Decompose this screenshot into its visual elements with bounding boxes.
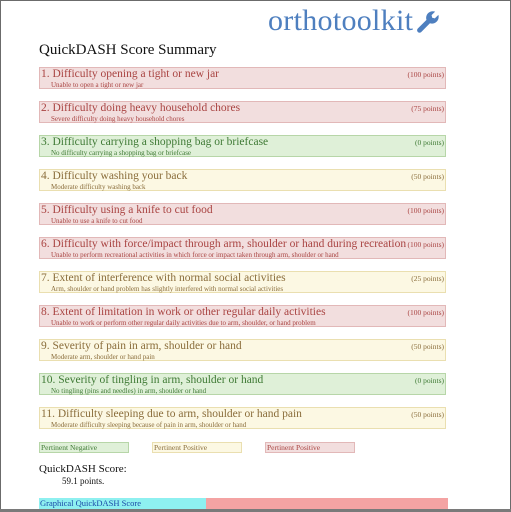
question-points: (100 points) [407, 308, 444, 317]
graphical-score-label: Graphical QuickDASH Score [40, 498, 142, 508]
question-answer: No tingling (pins and needles) in arm, shoulder or hand [51, 387, 207, 395]
question-item [39, 135, 446, 157]
question-item [39, 67, 446, 89]
question-item [39, 237, 446, 259]
question-points: (50 points) [411, 410, 444, 419]
question-points: (100 points) [407, 206, 444, 215]
summary-title: QuickDASH Score Summary [39, 42, 217, 58]
question-item [39, 169, 446, 191]
question-points: (50 points) [411, 172, 444, 181]
question-item [39, 271, 446, 293]
question-item [39, 101, 446, 123]
question-points: (0 points) [415, 138, 444, 147]
logo-text: orthotoolkit [268, 4, 414, 37]
question-answer: Unable to perform recreational activities in which force or impact taken through arm, shoulder or hand [51, 251, 339, 259]
question-points: (100 points) [407, 240, 444, 249]
question-points: (100 points) [407, 70, 444, 79]
question-item [39, 203, 446, 225]
question-item [39, 373, 446, 395]
legend-pertinent-negative: Pertinent Negative [39, 442, 129, 453]
question-title: 11. Difficulty sleeping due to arm, shoulder or hand pain [41, 408, 302, 420]
score-label: QuickDASH Score: [39, 463, 127, 475]
legend-pertinent-positive-mild: Pertinent Positive [152, 442, 242, 453]
question-title: 3. Difficulty carrying a shopping bag or briefcase [41, 136, 269, 148]
question-answer: Unable to work or perform other regular daily activities due to arm, shoulder, or hand problem [51, 319, 316, 327]
question-title: 1. Difficulty opening a tight or new jar [41, 68, 219, 80]
question-answer: Moderate arm, shoulder or hand pain [51, 353, 155, 361]
question-points: (0 points) [415, 376, 444, 385]
question-title: 5. Difficulty using a knife to cut food [41, 204, 213, 216]
question-item [39, 305, 446, 327]
graphical-score-bar [39, 498, 448, 509]
question-answer: Unable to open a tight or new jar [51, 81, 144, 89]
question-points: (75 points) [411, 104, 444, 113]
wrench-icon [415, 9, 441, 35]
question-points: (50 points) [411, 342, 444, 351]
question-answer: Moderate difficulty washing back [51, 183, 146, 191]
question-title: 2. Difficulty doing heavy household chores [41, 102, 241, 114]
question-title: 7. Extent of interference with normal social activities [41, 272, 286, 284]
question-points: (25 points) [411, 274, 444, 283]
question-item [39, 339, 446, 361]
question-answer: Arm, shoulder or hand problem has slightly interfered with normal social activities [51, 285, 284, 293]
question-title: 8. Extent of limitation in work or other regular daily activities [41, 306, 326, 318]
legend-pertinent-positive: Pertinent Positive [265, 442, 355, 453]
question-answer: Moderate difficulty sleeping because of pain in arm, shoulder or hand [51, 421, 247, 429]
question-answer: Unable to use a knife to cut food [51, 217, 143, 225]
question-answer: No difficulty carrying a shopping bag or briefcase [51, 149, 192, 157]
logo[interactable] [268, 4, 441, 38]
question-item [39, 407, 446, 429]
question-answer: Severe difficulty doing heavy household chores [51, 115, 185, 123]
question-title: 6. Difficulty with force/impact through arm, shoulder or hand during recreation [41, 238, 407, 250]
question-title: 9. Severity of pain in arm, shoulder or hand [41, 340, 242, 352]
question-title: 4. Difficulty washing your back [41, 170, 188, 182]
question-title: 10. Severity of tingling in arm, shoulder or hand [41, 374, 264, 386]
score-value: 59.1 points. [62, 476, 105, 486]
